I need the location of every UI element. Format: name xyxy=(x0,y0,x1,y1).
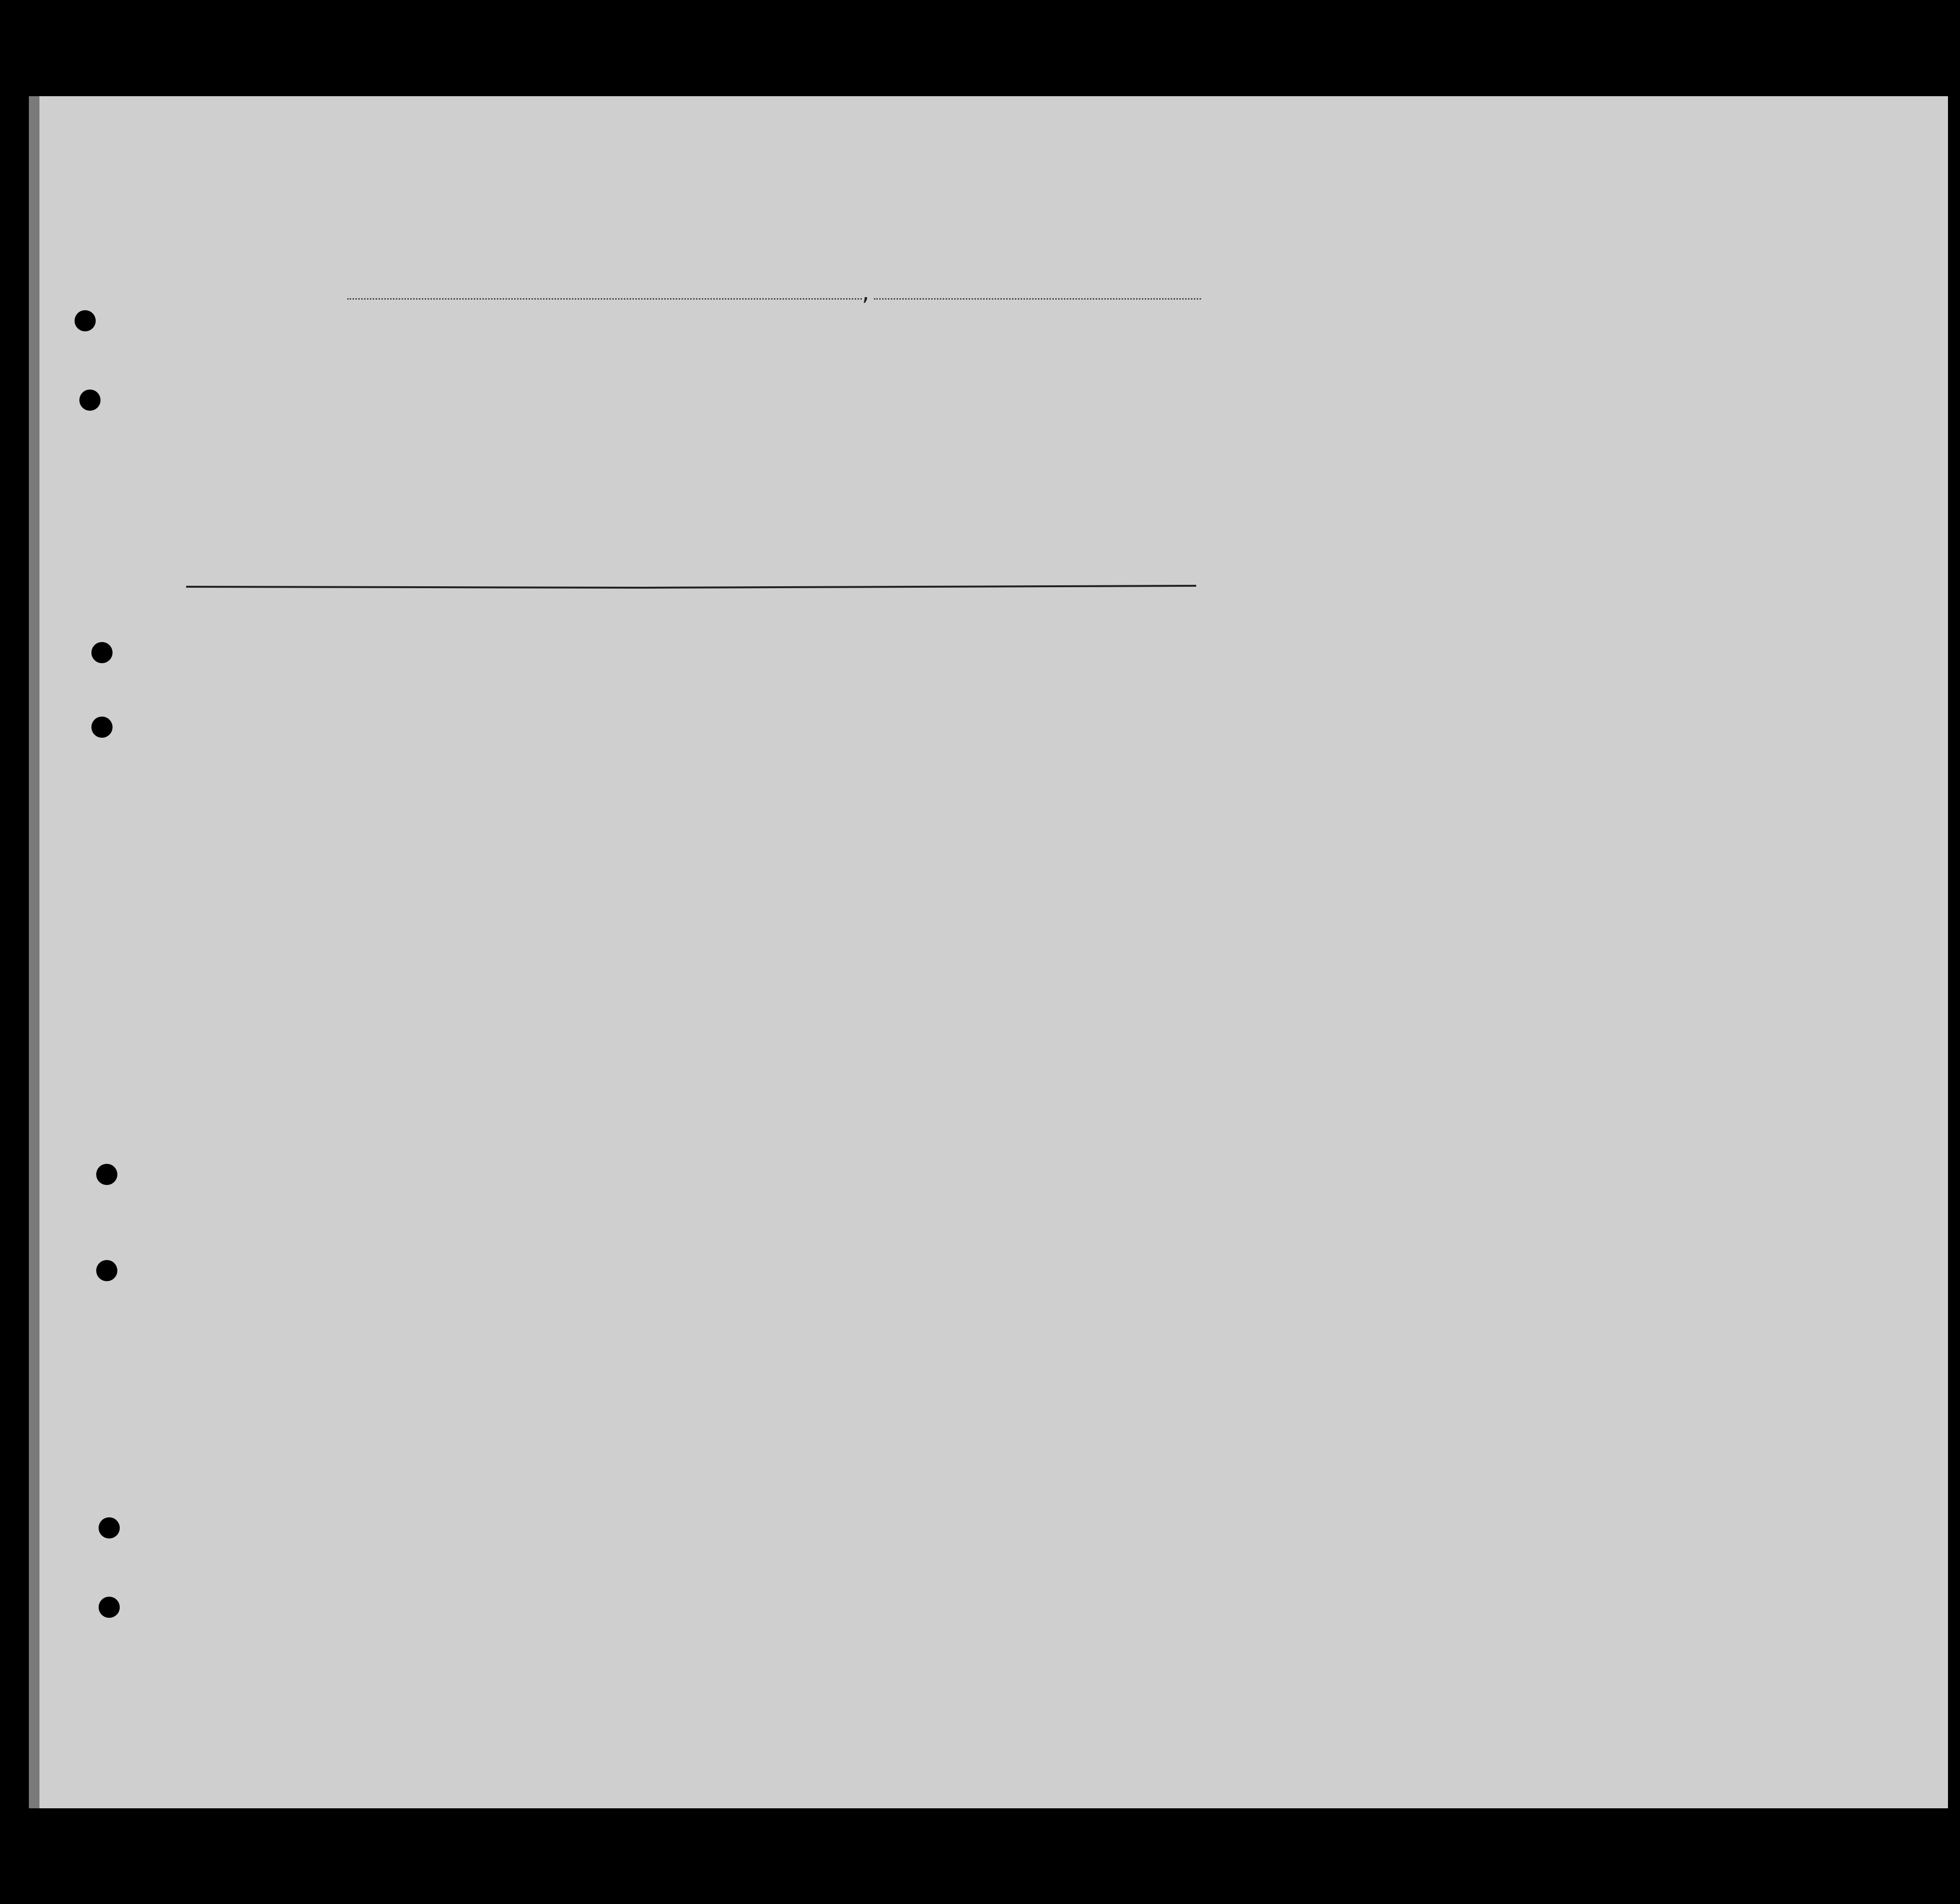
header-length-of-stay xyxy=(1225,423,1254,567)
header-polygamist xyxy=(1324,392,1343,512)
header-anarchist xyxy=(1353,392,1372,512)
header-offer-labor xyxy=(1444,423,1473,567)
binder-hole xyxy=(91,717,113,738)
header-feet xyxy=(1653,421,1668,479)
table-grid xyxy=(39,96,1948,1808)
comma: , xyxy=(862,279,870,306)
header-ticket xyxy=(609,397,638,517)
binder-hole xyxy=(99,1597,120,1618)
header-intends-return xyxy=(1194,423,1223,567)
binder-hole xyxy=(99,1517,120,1538)
header-deported xyxy=(1511,418,1530,563)
binder-hole xyxy=(91,642,113,663)
header-become-citizen xyxy=(1254,423,1283,567)
header-excluded xyxy=(1485,418,1504,563)
header-fifty-dollars xyxy=(732,397,761,517)
entry-2-strike-line-2 xyxy=(645,582,1199,592)
binder-hole xyxy=(96,1164,117,1185)
binder-hole xyxy=(79,390,101,411)
binder-hole xyxy=(75,310,96,331)
header-inches xyxy=(1681,421,1695,479)
binder-hole xyxy=(96,1260,117,1281)
manifest-sheet xyxy=(29,96,1948,1808)
header-overthrow xyxy=(1398,428,1437,572)
entry-2-strike-line xyxy=(186,582,648,592)
header-prison-almshouse xyxy=(1288,423,1316,567)
